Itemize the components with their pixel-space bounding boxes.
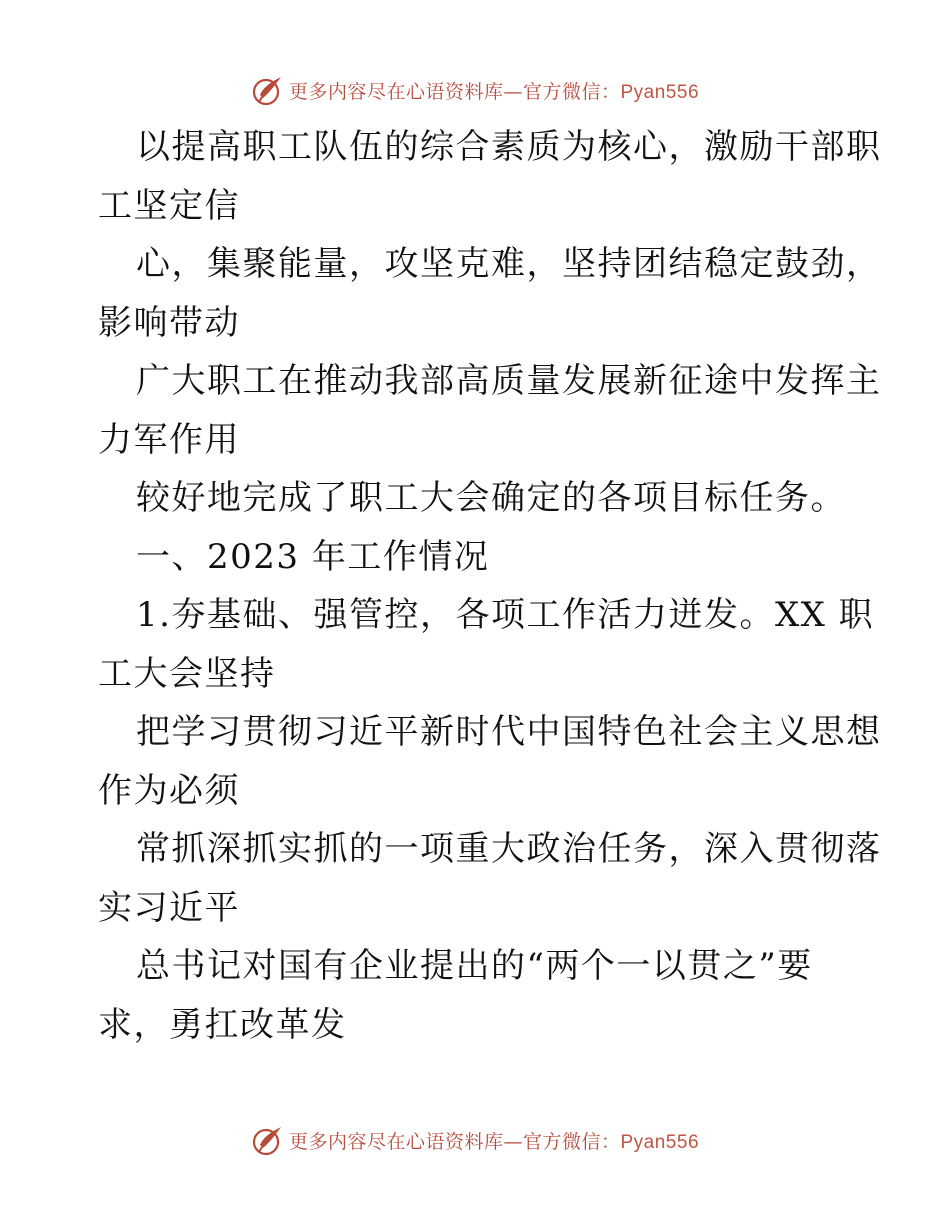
header-watermark-text: 更多内容尽在心语资料库—官方微信：Pyan556 (288, 80, 700, 103)
text-line: 心，集聚能量，攻坚克难，坚持团结稳定鼓劲， (136, 244, 882, 284)
header-watermark-banner (0, 70, 950, 110)
quill-logo-icon (251, 73, 285, 107)
footer-watermark-text: 更多内容尽在心语资料库—官方微信：Pyan556 (288, 1130, 700, 1153)
text-line: 把学习贯彻习近平新时代中国特色社会主义思想 (136, 712, 882, 752)
text-line: 力军作用 (98, 419, 240, 460)
section-heading: 一、2023 年工作情况 (136, 536, 490, 577)
text-line: 以提高职工队伍的综合素质为核心，激励干部职 (136, 127, 882, 167)
text-line: 常抓深抓实抓的一项重大政治任务，深入贯彻落 (136, 829, 882, 869)
footer-wechat-id: Pyan556 (620, 1131, 700, 1153)
text-line: 影响带动 (98, 302, 240, 343)
text-line: 1.夯基础、强管控，各项工作活力迸发。XX 职 (136, 595, 875, 635)
quill-logo-icon (251, 1123, 285, 1157)
text-line: 实习近平 (98, 887, 240, 928)
header-wechat-id: Pyan556 (620, 81, 700, 103)
text-line: 作为必须 (98, 770, 240, 811)
text-line: 工大会坚持 (98, 653, 276, 694)
text-line: 广大职工在推动我部高质量发展新征途中发挥主 (136, 361, 882, 401)
document-body (98, 118, 882, 1054)
footer-watermark-banner (0, 1120, 950, 1160)
text-line: 总书记对国有企业提出的“两个一以贯之”要 (136, 946, 813, 986)
text-line: 求，勇扛改革发 (98, 1004, 347, 1045)
text-line: 工坚定信 (98, 185, 240, 226)
text-line: 较好地完成了职工大会确定的各项目标任务。 (136, 478, 846, 518)
